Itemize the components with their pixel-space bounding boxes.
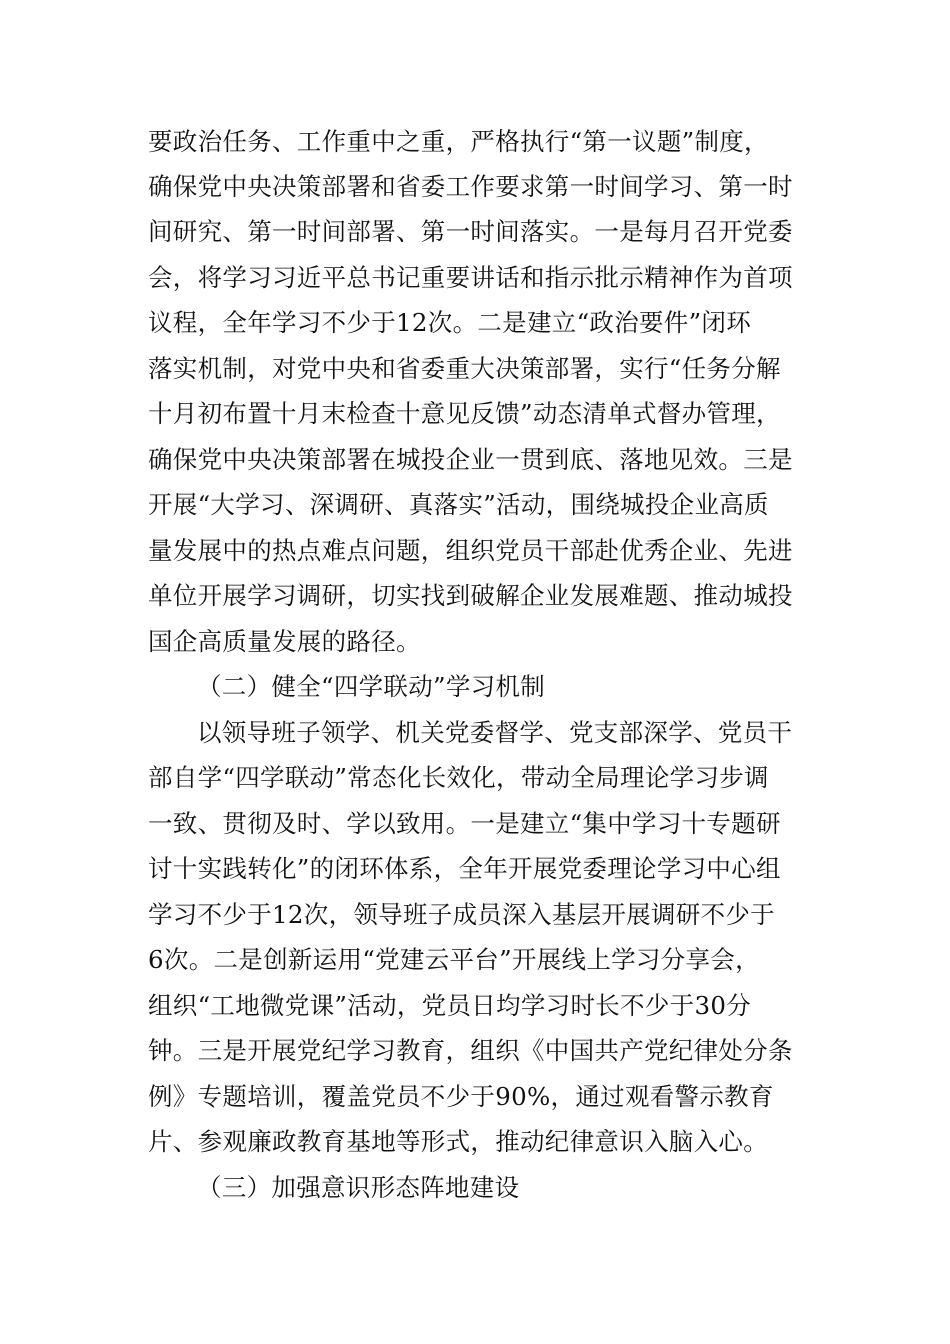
text-line: 国企高质量发展的路径。: [148, 627, 421, 656]
section-heading: （三）加强意识形态阵地建设: [197, 1173, 520, 1202]
text-line: 开展“大学习、深调研、真落实”活动，围绕城投企业高质: [148, 490, 769, 519]
text-line: 6次。二是创新运用“党建云平台”开展线上学习分享会，: [148, 945, 760, 974]
text-line: 确保党中央决策部署和省委工作要求第一时间学习、第一时: [148, 172, 793, 201]
text-line: 单位开展学习调研，切实找到破解企业发展难题、推动城投: [148, 581, 793, 610]
text-line: 间研究、第一时间部署、第一时间落实。一是每月召开党委: [148, 217, 793, 246]
text-line: 落实机制，对党中央和省委重大决策部署，实行“任务分解: [148, 354, 781, 383]
text-line: 会，将学习习近平总书记重要讲话和指示批示精神作为首项: [148, 263, 793, 292]
text-line: 以领导班子领学、机关党委督学、党支部深学、党员干: [197, 718, 793, 747]
text-line: 量发展中的热点难点问题，组织党员干部赴优秀企业、先进: [148, 536, 793, 565]
text-line: 确保党中央决策部署在城投企业一贯到底、落地见效。三是: [148, 445, 793, 474]
text-line: 钟。三是开展党纪学习教育，组织《中国共产党纪律处分条: [148, 1036, 793, 1065]
text-line: 学习不少于12次，领导班子成员深入基层开展调研不少于: [148, 900, 775, 929]
text-line: 一致、贯彻及时、学以致用。一是建立“集中学习十专题研: [148, 809, 781, 838]
text-line: 讨十实践转化”的闭环体系，全年开展党委理论学习中心组: [148, 854, 781, 883]
text-line: 例》专题培训，覆盖党员不少于90%，通过观看警示教育: [148, 1082, 774, 1111]
text-line: 要政治任务、工作重中之重，严格执行“第一议题”制度，: [148, 127, 769, 156]
text-line: 议程，全年学习不少于12次。二是建立“政治要件”闭环: [148, 308, 752, 337]
text-line: 十月初布置十月末检查十意见反馈”动态清单式督办管理，: [148, 399, 781, 428]
text-line: 组织“工地微党课”活动，党员日均学习时长不少于30分: [148, 991, 752, 1020]
text-line: 部自学“四学联动”常态化长效化，带动全局理论学习步调: [148, 763, 769, 792]
section-heading: （二）健全“四学联动”学习机制: [197, 672, 546, 701]
text-line: 片、参观廉政教育基地等形式，推动纪律意识入脑入心。: [148, 1127, 768, 1156]
